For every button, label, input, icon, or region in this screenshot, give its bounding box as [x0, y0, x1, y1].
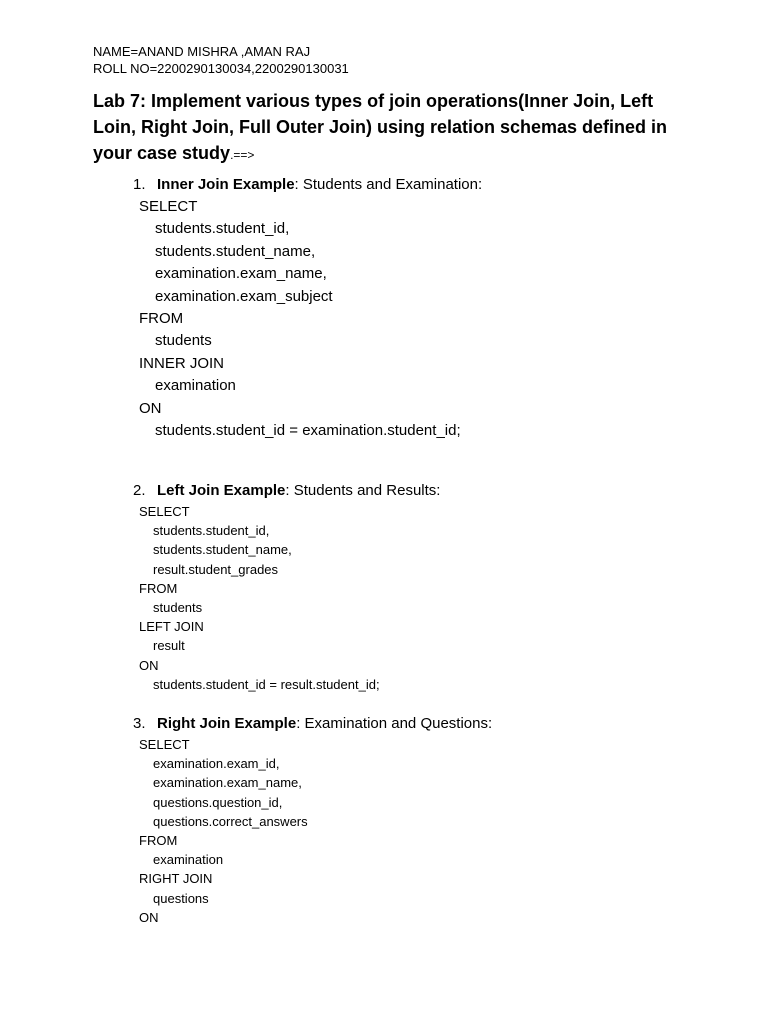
section-3-heading: [133, 714, 492, 734]
code-line: students: [155, 332, 212, 350]
section-2-heading: [133, 481, 440, 501]
section-2-desc: : Students and Results:: [285, 482, 441, 499]
code-line: students.student_id = examination.student_id;: [155, 421, 461, 439]
code-line: FROM: [139, 580, 178, 596]
code-line: SELECT: [139, 198, 198, 215]
code-line: questions.correct_answers: [153, 813, 308, 829]
code-line: ON: [139, 909, 159, 925]
student-name-line: NAME=ANAND MISHRA ,AMAN RAJ: [93, 44, 311, 59]
section-3-label: Right Join Example: [157, 715, 297, 732]
code-line: students.student_id,: [155, 220, 290, 238]
code-line: examination: [155, 377, 236, 395]
code-line: result.student_grades: [153, 561, 279, 577]
section-3-number: 3.: [133, 715, 146, 732]
code-line: students.student_name,: [153, 542, 292, 558]
section-1-heading: [133, 175, 482, 195]
code-line: SELECT: [139, 737, 190, 752]
code-line: students.student_id,: [153, 523, 270, 539]
code-line: FROM: [139, 832, 178, 848]
code-line: examination.exam_name,: [153, 775, 302, 791]
code-line: examination.exam_id,: [153, 756, 280, 772]
section-2-sql: [139, 502, 380, 694]
code-line: RIGHT JOIN: [139, 871, 213, 887]
lab-title-main: Lab 7: Implement various types of join operations(Inner Join, Left Loin, Right Join, Full Outer Join) using relation schemas defined in your case study: [93, 91, 668, 163]
code-line: SELECT: [139, 504, 190, 519]
code-line: ON: [139, 657, 159, 673]
section-1-number: 1.: [133, 176, 146, 193]
code-line: questions: [153, 890, 209, 906]
section-1-label: Inner Join Example: [157, 176, 295, 193]
code-line: LEFT JOIN: [139, 619, 204, 635]
section-3-sql: [139, 735, 308, 927]
lab-title-arrow: .==>: [230, 148, 255, 162]
section-2-label: Left Join Example: [157, 482, 286, 499]
section-2-number: 2.: [133, 482, 146, 499]
code-line: students.student_id = result.student_id;: [153, 676, 380, 692]
code-line: FROM: [139, 309, 184, 327]
code-line: examination.exam_subject: [155, 287, 333, 305]
code-line: questions.question_id,: [153, 794, 283, 810]
code-line: INNER JOIN: [139, 354, 225, 372]
code-line: students: [153, 599, 203, 615]
lab-title: [93, 88, 693, 168]
code-line: ON: [139, 399, 162, 417]
code-line: examination: [153, 852, 224, 868]
section-3-desc: : Examination and Questions:: [296, 715, 493, 732]
section-1-desc: : Students and Examination:: [294, 176, 483, 193]
code-line: students.student_name,: [155, 242, 316, 260]
section-1-sql: [139, 196, 461, 442]
code-line: result: [153, 638, 185, 654]
code-line: examination.exam_name,: [155, 265, 327, 283]
roll-number-line: ROLL NO=2200290130034,2200290130031: [93, 61, 349, 76]
